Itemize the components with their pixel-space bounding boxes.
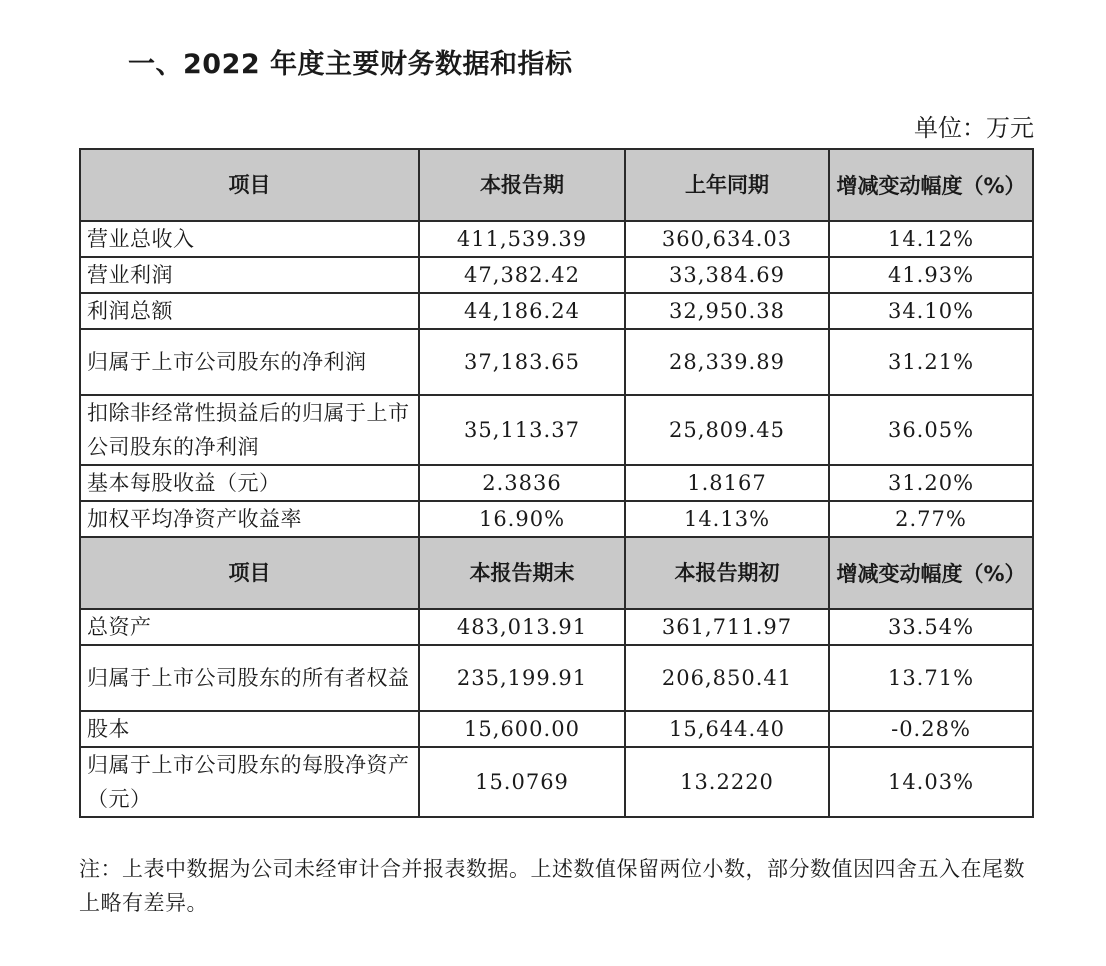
header-change-rate: 增减变动幅度（%） (829, 149, 1033, 221)
table-row (80, 501, 1033, 537)
row-item: 股本 (80, 711, 419, 747)
row-previous: 13.2220 (625, 747, 829, 817)
row-previous: 33,384.69 (625, 257, 829, 293)
row-current: 44,186.24 (419, 293, 625, 329)
table-row (80, 711, 1033, 747)
row-current: 483,013.91 (419, 609, 625, 645)
row-change: 33.54% (829, 609, 1033, 645)
row-previous: 361,711.97 (625, 609, 829, 645)
row-change: 36.05% (829, 395, 1033, 465)
table-header-row (80, 537, 1033, 609)
table-row (80, 257, 1033, 293)
table-row (80, 747, 1033, 817)
table-row (80, 609, 1033, 645)
row-previous: 1.8167 (625, 465, 829, 501)
table-row (80, 395, 1033, 465)
row-change: 34.10% (829, 293, 1033, 329)
row-change: 14.12% (829, 221, 1033, 257)
row-previous: 32,950.38 (625, 293, 829, 329)
header-item: 项目 (80, 537, 419, 609)
header-current-period: 本报告期 (419, 149, 625, 221)
row-change: 2.77% (829, 501, 1033, 537)
header-change-rate: 增减变动幅度（%） (829, 537, 1033, 609)
row-item: 营业利润 (80, 257, 419, 293)
row-item: 总资产 (80, 609, 419, 645)
row-item: 归属于上市公司股东的净利润 (80, 329, 419, 395)
table-row (80, 329, 1033, 395)
table-row (80, 221, 1033, 257)
row-current: 411,539.39 (419, 221, 625, 257)
row-current: 47,382.42 (419, 257, 625, 293)
row-current: 15,600.00 (419, 711, 625, 747)
row-previous: 14.13% (625, 501, 829, 537)
table-row (80, 645, 1033, 711)
row-current: 35,113.37 (419, 395, 625, 465)
row-change: 13.71% (829, 645, 1033, 711)
row-item: 归属于上市公司股东的每股净资产（元） (80, 747, 419, 817)
row-current: 2.3836 (419, 465, 625, 501)
header-item: 项目 (80, 149, 419, 221)
row-previous: 25,809.45 (625, 395, 829, 465)
row-change: -0.28% (829, 711, 1033, 747)
header-period-end: 本报告期末 (419, 537, 625, 609)
row-item: 营业总收入 (80, 221, 419, 257)
table-footnote: 注：上表中数据为公司未经审计合并报表数据。上述数值保留两位小数，部分数值因四舍五入在尾数上略有差异。 (79, 857, 1025, 915)
financial-data-table (79, 148, 1034, 818)
row-change: 31.21% (829, 329, 1033, 395)
row-current: 37,183.65 (419, 329, 625, 395)
row-item: 利润总额 (80, 293, 419, 329)
row-previous: 15,644.40 (625, 711, 829, 747)
page-title: 一、2022 年度主要财务数据和指标 (128, 49, 573, 80)
row-previous: 360,634.03 (625, 221, 829, 257)
row-item: 加权平均净资产收益率 (80, 501, 419, 537)
row-previous: 206,850.41 (625, 645, 829, 711)
row-change: 41.93% (829, 257, 1033, 293)
row-change: 31.20% (829, 465, 1033, 501)
header-period-start: 本报告期初 (625, 537, 829, 609)
header-previous-period: 上年同期 (625, 149, 829, 221)
row-current: 16.90% (419, 501, 625, 537)
row-current: 15.0769 (419, 747, 625, 817)
row-item: 归属于上市公司股东的所有者权益 (80, 645, 419, 711)
table-row (80, 293, 1033, 329)
table-header-row (80, 149, 1033, 221)
row-item: 扣除非经常性损益后的归属于上市公司股东的净利润 (80, 395, 419, 465)
row-previous: 28,339.89 (625, 329, 829, 395)
row-change: 14.03% (829, 747, 1033, 817)
unit-label: 单位：万元 (914, 114, 1034, 142)
row-item: 基本每股收益（元） (80, 465, 419, 501)
table-row (80, 465, 1033, 501)
row-current: 235,199.91 (419, 645, 625, 711)
